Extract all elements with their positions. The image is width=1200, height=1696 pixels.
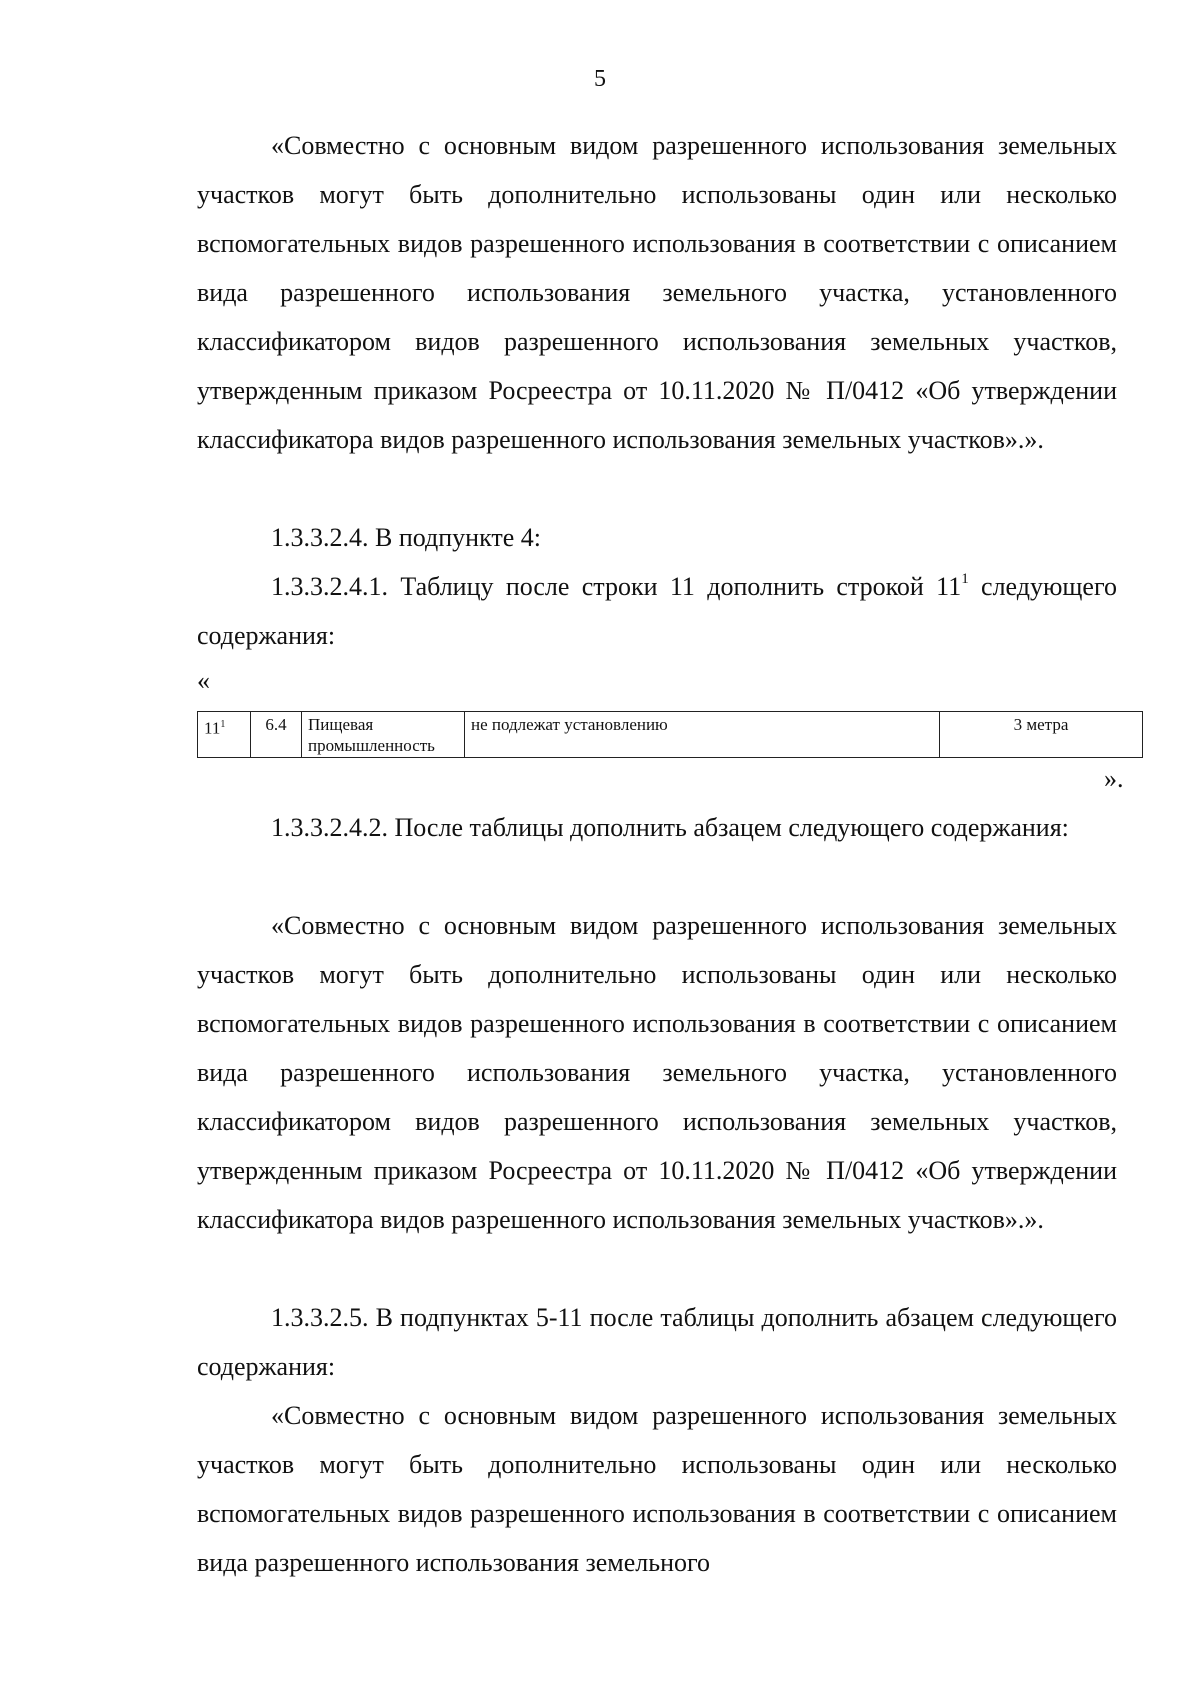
cell-code: 6.4 bbox=[251, 712, 302, 758]
quote-paragraph-3: «Совместно с основным видом разрешенного использования земельных участков могут быть дополнительно использованы один или несколько вспомогательных видов разрешенного использования в соответствии с описанием вида разрешенного использования земельного bbox=[197, 1401, 1117, 1577]
item-text: 1.3.3.2.4.1. Таблицу после строки 11 дополнить строкой 11 bbox=[271, 572, 962, 601]
row-number-sup: 1 bbox=[220, 719, 226, 730]
inserted-table bbox=[197, 711, 1143, 758]
cell-params: не подлежат установлению bbox=[465, 712, 940, 758]
table-row bbox=[198, 712, 1143, 758]
item-1-3-3-2-4-1 bbox=[197, 562, 1117, 660]
superscript: 1 bbox=[961, 571, 969, 588]
cell-number bbox=[198, 712, 251, 758]
row-number: 11 bbox=[204, 718, 221, 738]
quote-paragraph-2: «Совместно с основным видом разрешенного использования земельных участков могут быть дополнительно использованы один или несколько вспомогательных видов разрешенного использования в соответствии с описанием вида разрешенного использования земельного участка, установленного классификатором видов разрешенного использования земельных участков, утвержденным приказом Росреестра от 10.11.2020 № П/0412 «Об утверждении классификатора видов разрешенного использования земельных участков».». bbox=[197, 911, 1117, 1234]
item-tail: следующего содержания: bbox=[197, 572, 1117, 650]
item-1-3-3-2-4-2: 1.3.3.2.4.2. После таблицы дополнить абзацем следующего содержания: bbox=[271, 813, 1069, 842]
item-1-3-3-2-4: 1.3.3.2.4. В подпункте 4: bbox=[271, 523, 541, 552]
close-quote: ». bbox=[1104, 764, 1124, 793]
cell-distance: 3 метра bbox=[940, 712, 1143, 758]
page-number: 5 bbox=[594, 66, 606, 92]
item-1-3-3-2-5: 1.3.3.2.5. В подпунктах 5-11 после таблицы дополнить абзацем следующего содержания: bbox=[197, 1303, 1117, 1381]
quote-paragraph-1: «Совместно с основным видом разрешенного использования земельных участков могут быть дополнительно использованы один или несколько вспомогательных видов разрешенного использования в соответствии с описанием вида разрешенного использования земельного участка, установленного классификатором видов разрешенного использования земельных участков, утвержденным приказом Росреестра от 10.11.2020 № П/0412 «Об утверждении классификатора видов разрешенного использования земельных участков».». bbox=[197, 131, 1117, 454]
open-quote: « bbox=[197, 666, 210, 695]
cell-name: Пищевая промышленность bbox=[302, 712, 465, 758]
